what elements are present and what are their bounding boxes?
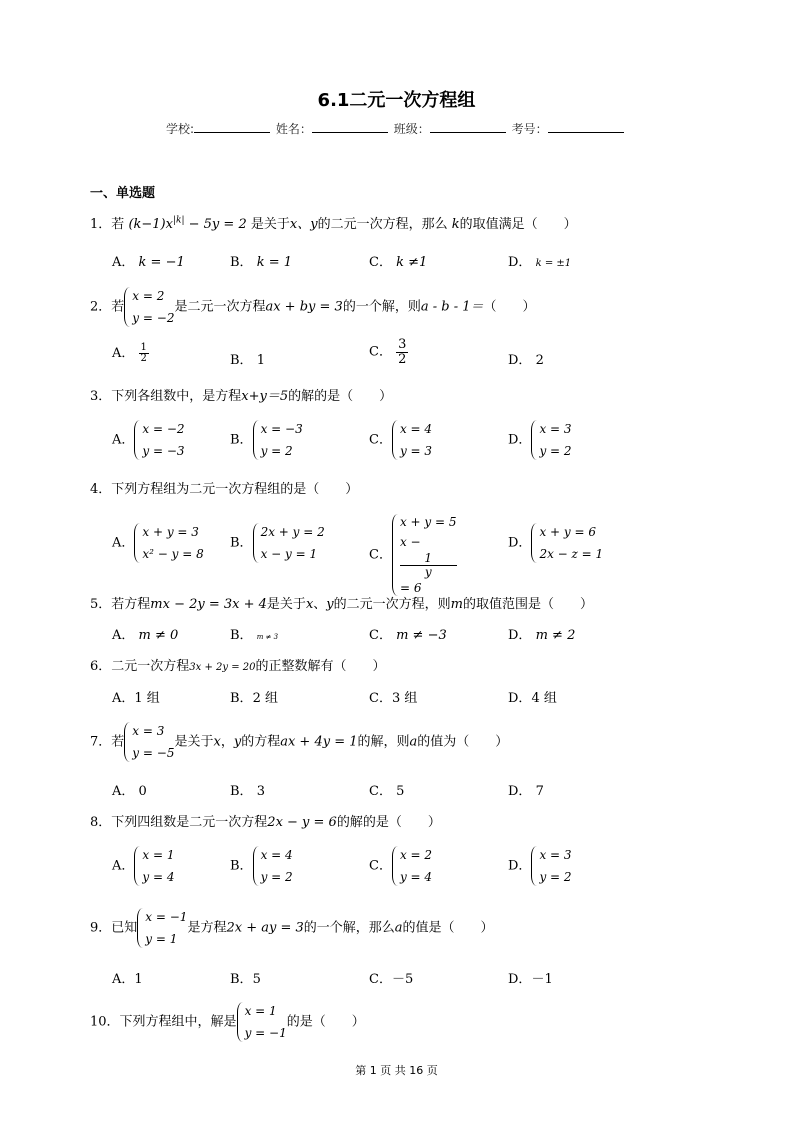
q3-option-d[interactable] bbox=[508, 418, 572, 462]
question-5 bbox=[90, 593, 593, 612]
q-text: 是关于 bbox=[250, 217, 290, 232]
equation-system bbox=[392, 512, 457, 598]
option-value: 0 bbox=[138, 784, 147, 799]
school-label: 学校: bbox=[166, 122, 195, 136]
equation-system bbox=[124, 285, 174, 329]
option-label: D． bbox=[508, 691, 532, 706]
q-text: 是关于 bbox=[174, 734, 214, 750]
sys-line: x = 2 bbox=[399, 848, 433, 862]
q7-option-b[interactable] bbox=[230, 780, 265, 799]
q6-option-d[interactable] bbox=[508, 687, 557, 706]
q3-option-b[interactable] bbox=[230, 418, 303, 462]
numerator: 1 bbox=[140, 341, 147, 353]
sys-line: x = 3 bbox=[539, 422, 572, 436]
option-value: 3 bbox=[256, 784, 265, 799]
option-value: 2 bbox=[535, 353, 544, 368]
option-label: C． bbox=[369, 691, 392, 706]
q9-option-d[interactable] bbox=[508, 968, 553, 987]
option-label: D． bbox=[508, 255, 532, 270]
name-blank[interactable] bbox=[312, 120, 388, 133]
option-value: 2 组 bbox=[252, 691, 278, 706]
equation-system bbox=[134, 521, 203, 565]
q2-option-a[interactable] bbox=[112, 342, 149, 365]
q-var: y bbox=[326, 597, 334, 612]
sys-line: x = −1 bbox=[145, 910, 188, 924]
q-eq: ax + 4y = 1 bbox=[280, 734, 358, 750]
q-eq: x+y＝5 bbox=[241, 389, 289, 404]
option-label: C． bbox=[369, 784, 392, 799]
equation-system bbox=[124, 720, 174, 764]
class-blank[interactable] bbox=[430, 120, 506, 133]
option-label: D． bbox=[508, 858, 532, 874]
sys-line: y = 1 bbox=[145, 932, 178, 946]
equation-system bbox=[392, 418, 432, 462]
sys-line: x = 4 bbox=[399, 422, 433, 436]
option-label: A． bbox=[112, 972, 135, 987]
q-number: 7． bbox=[90, 734, 112, 750]
sys-line: y = −1 bbox=[244, 1026, 287, 1040]
sys-line: x = 2 bbox=[132, 289, 165, 303]
q-text: 若 bbox=[111, 217, 125, 232]
q5-option-a[interactable] bbox=[112, 624, 178, 643]
option-value: －1 bbox=[531, 972, 553, 987]
option-label: D． bbox=[508, 353, 532, 368]
option-value: m ≠ 2 bbox=[535, 628, 576, 643]
q-text: 的解的是（ ） bbox=[288, 389, 393, 404]
q-number: 8． bbox=[90, 815, 112, 830]
q-text: 下列四组数是二元一次方程 bbox=[111, 815, 268, 830]
sys-line: x + y = 5 bbox=[399, 515, 457, 529]
q4-option-c[interactable] bbox=[369, 512, 457, 598]
numerator: 1 bbox=[400, 552, 457, 566]
q8-option-b[interactable] bbox=[230, 844, 293, 888]
question-2 bbox=[90, 285, 536, 329]
sys-line: y = −3 bbox=[142, 444, 185, 458]
page-footer: 第 1 页 共 16 页 bbox=[355, 1064, 438, 1077]
number-blank[interactable] bbox=[548, 120, 624, 133]
q-text: 的一个解，则 bbox=[342, 299, 421, 315]
option-value: m ≠ 0 bbox=[138, 628, 179, 643]
sys-line: x + y = 3 bbox=[142, 525, 199, 539]
q-text: 下列方程组中，解是 bbox=[119, 1014, 237, 1030]
q-var: y bbox=[233, 734, 242, 750]
q4-option-a[interactable] bbox=[112, 521, 204, 565]
option-label: C． bbox=[369, 858, 392, 874]
option-value: k = 1 bbox=[256, 255, 293, 270]
option-label: C． bbox=[369, 547, 392, 563]
option-label: B． bbox=[230, 535, 253, 551]
q9-option-c[interactable] bbox=[369, 968, 413, 987]
option-value: 1 bbox=[134, 972, 143, 987]
q6-option-a[interactable] bbox=[112, 687, 160, 706]
q-number: 6． bbox=[90, 659, 112, 674]
fraction bbox=[396, 338, 408, 366]
option-label: C． bbox=[369, 344, 392, 360]
option-label: B． bbox=[230, 255, 253, 270]
option-label: A． bbox=[112, 432, 135, 448]
q6-option-b[interactable] bbox=[230, 687, 278, 706]
option-label: C． bbox=[369, 432, 392, 448]
q5-option-c[interactable] bbox=[369, 624, 447, 643]
option-label: A． bbox=[112, 255, 135, 270]
q-number: 9． bbox=[90, 920, 112, 936]
numerator: 3 bbox=[398, 337, 407, 352]
student-info-line bbox=[166, 120, 626, 137]
option-value: 4 组 bbox=[531, 691, 557, 706]
q2-option-c[interactable] bbox=[369, 338, 408, 366]
sys-line: y = −2 bbox=[132, 311, 175, 325]
expr-part: x − bbox=[399, 535, 421, 549]
q-var: m bbox=[450, 597, 463, 612]
q-text: 的一个解，那么 bbox=[303, 920, 395, 936]
q-text: 的取值范围是（ ） bbox=[463, 597, 594, 612]
question-9 bbox=[90, 906, 494, 950]
q2-option-d[interactable] bbox=[508, 349, 544, 368]
class-label: 班级： bbox=[393, 122, 430, 136]
sys-line: y = 4 bbox=[399, 870, 433, 884]
sys-line: x = −3 bbox=[260, 422, 303, 436]
option-value: 7 bbox=[535, 784, 544, 799]
sys-line: y = −5 bbox=[132, 746, 175, 760]
q-text: 的解的是（ ） bbox=[336, 815, 441, 830]
option-value: k = −1 bbox=[138, 255, 185, 270]
sys-line: 2x − z = 1 bbox=[539, 547, 604, 561]
q-text: 若方程 bbox=[111, 597, 151, 612]
question-10 bbox=[90, 1000, 365, 1044]
q9-option-a[interactable] bbox=[112, 968, 143, 987]
q7-option-c[interactable] bbox=[369, 780, 404, 799]
option-label: D． bbox=[508, 784, 532, 799]
q6-option-c[interactable] bbox=[369, 687, 417, 706]
q-text: 的解，则 bbox=[357, 734, 410, 750]
option-label: D． bbox=[508, 628, 532, 643]
option-value: 1 组 bbox=[134, 691, 160, 706]
sys-line: x = −2 bbox=[142, 422, 185, 436]
question-3 bbox=[90, 385, 392, 404]
q-eq: 2x + ay = 3 bbox=[226, 920, 304, 936]
option-value: m ≠ 3 bbox=[256, 633, 279, 641]
option-value: －5 bbox=[391, 972, 414, 987]
q-text: ， bbox=[220, 734, 234, 750]
equation-system bbox=[253, 418, 303, 462]
school-blank[interactable] bbox=[194, 120, 270, 133]
q7-option-d[interactable] bbox=[508, 780, 544, 799]
q-number: 3． bbox=[90, 389, 112, 404]
option-label: B． bbox=[230, 691, 253, 706]
option-label: C． bbox=[369, 972, 392, 987]
fraction bbox=[139, 343, 149, 365]
q-eq: ax + by = 3 bbox=[265, 299, 343, 315]
option-label: A． bbox=[112, 535, 135, 551]
option-value: 5 bbox=[396, 784, 405, 799]
q-eq: 3x + 2y = 20 bbox=[189, 662, 256, 673]
q-text: 若 bbox=[111, 299, 125, 315]
option-label: B． bbox=[230, 432, 253, 448]
option-label: C． bbox=[369, 255, 392, 270]
equation-system bbox=[253, 844, 293, 888]
question-8 bbox=[90, 811, 441, 830]
equation-system bbox=[134, 844, 174, 888]
sys-line: x = 4 bbox=[260, 848, 293, 862]
q-number: 4． bbox=[90, 482, 112, 497]
question-6 bbox=[90, 655, 386, 674]
sys-line: x² − y = 8 bbox=[142, 547, 204, 561]
option-label: B． bbox=[230, 784, 253, 799]
sys-line: y = 2 bbox=[539, 870, 572, 884]
q8-option-a[interactable] bbox=[112, 844, 175, 888]
sys-line: 2x + y = 2 bbox=[260, 525, 325, 539]
q-text: 二元一次方程 bbox=[111, 659, 190, 674]
q4-option-d[interactable] bbox=[508, 521, 603, 565]
q-text: 是方程 bbox=[187, 920, 227, 936]
sys-line: x − y = 1 bbox=[260, 547, 318, 561]
page-title: 6.1二元一次方程组 bbox=[317, 90, 476, 111]
option-label: A． bbox=[112, 858, 135, 874]
q-number: 10． bbox=[90, 1014, 120, 1030]
option-label: A． bbox=[112, 346, 135, 361]
q5-option-b[interactable] bbox=[230, 624, 278, 643]
q-text: 若 bbox=[111, 734, 125, 750]
q2-option-b[interactable] bbox=[230, 349, 265, 368]
q7-option-a[interactable] bbox=[112, 780, 147, 799]
option-label: D． bbox=[508, 432, 532, 448]
q-number: 1． bbox=[90, 217, 112, 232]
q-text: 的二元一次方程，则 bbox=[333, 597, 451, 612]
option-label: A． bbox=[112, 628, 135, 643]
option-value: 3 组 bbox=[391, 691, 418, 706]
option-value: k = ±1 bbox=[535, 258, 572, 269]
question-4 bbox=[90, 478, 358, 497]
q8-option-c[interactable] bbox=[369, 844, 432, 888]
expr-part: = 6 bbox=[399, 581, 422, 596]
q-text: （ ） bbox=[483, 299, 536, 315]
equation-system bbox=[531, 844, 571, 888]
q-text: 的正整数解有（ ） bbox=[255, 659, 386, 674]
q-text: 的二元一次方程，那么 bbox=[317, 217, 448, 232]
denominator: 2 bbox=[398, 351, 407, 367]
sys-line: y = 4 bbox=[142, 870, 175, 884]
q-text: 的方程 bbox=[241, 734, 281, 750]
q-expr: − 5y = 2 bbox=[188, 217, 247, 232]
sys-line bbox=[400, 532, 457, 598]
denominator: 2 bbox=[140, 353, 147, 364]
option-label: D． bbox=[508, 535, 532, 551]
q-text: 、 bbox=[313, 597, 327, 612]
q-text: 的取值满足（ ） bbox=[459, 217, 577, 232]
option-label: B． bbox=[230, 972, 253, 987]
sys-line: y = 2 bbox=[260, 870, 293, 884]
q-exponent: |k| bbox=[172, 215, 185, 226]
q-text: 是关于 bbox=[266, 597, 306, 612]
equation-system bbox=[531, 521, 603, 565]
equation-system bbox=[134, 418, 184, 462]
option-label: B． bbox=[230, 353, 253, 368]
q-text: 已知 bbox=[111, 920, 138, 936]
equation-system bbox=[137, 906, 187, 950]
q-expr: a - b - 1＝ bbox=[420, 299, 484, 315]
q1-option-a[interactable] bbox=[112, 251, 185, 270]
sys-line: x = 3 bbox=[132, 724, 165, 738]
q1-option-d[interactable] bbox=[508, 251, 571, 270]
q-expr: (k−1)x bbox=[128, 217, 173, 232]
q1-option-b[interactable] bbox=[230, 251, 292, 270]
equation-system bbox=[253, 521, 325, 565]
number-label: 考号： bbox=[511, 122, 548, 136]
q4-option-b[interactable] bbox=[230, 521, 325, 565]
q3-option-a[interactable] bbox=[112, 418, 185, 462]
q9-option-b[interactable] bbox=[230, 968, 261, 987]
fraction bbox=[400, 552, 457, 578]
q5-option-d[interactable] bbox=[508, 624, 575, 643]
sys-line: x = 1 bbox=[244, 1004, 277, 1018]
q-var: x、y bbox=[289, 217, 318, 232]
q-text: 下列各组数中，是方程 bbox=[111, 389, 242, 404]
sys-line: x = 1 bbox=[142, 848, 175, 862]
q-var: x bbox=[305, 597, 314, 612]
sys-line: y = 2 bbox=[539, 444, 572, 458]
q-text: 的是（ ） bbox=[286, 1014, 365, 1030]
q-text: 的值为（ ） bbox=[417, 734, 509, 750]
q-eq: mx − 2y = 3x + 4 bbox=[150, 597, 267, 612]
q-text: 的值是（ ） bbox=[402, 920, 494, 936]
q8-option-d[interactable] bbox=[508, 844, 572, 888]
q-number: 2． bbox=[90, 299, 112, 315]
q-var: x bbox=[213, 734, 221, 750]
q3-option-c[interactable] bbox=[369, 418, 432, 462]
option-label: B． bbox=[230, 858, 253, 874]
option-value: m ≠ −3 bbox=[396, 628, 447, 643]
equation-system bbox=[237, 1000, 287, 1044]
option-label: A． bbox=[112, 784, 135, 799]
q-var: a bbox=[394, 920, 403, 936]
sys-line: x = 3 bbox=[539, 848, 572, 862]
q-var: a bbox=[409, 734, 418, 750]
equation-system bbox=[392, 844, 432, 888]
name-label: 姓名： bbox=[275, 122, 312, 136]
q1-option-c[interactable] bbox=[369, 251, 427, 270]
q-var: k bbox=[451, 217, 460, 232]
sys-line: y = 3 bbox=[399, 444, 433, 458]
option-label: D． bbox=[508, 972, 532, 987]
section-heading: 一、单选题 bbox=[90, 186, 156, 201]
option-value: 1 bbox=[256, 353, 265, 368]
q-eq: 2x − y = 6 bbox=[267, 815, 337, 830]
denominator: y bbox=[424, 564, 432, 579]
option-value: 5 bbox=[252, 972, 261, 987]
question-7 bbox=[90, 720, 508, 764]
q-number: 5． bbox=[90, 597, 112, 612]
equation-system bbox=[531, 418, 571, 462]
sys-line: y = 2 bbox=[260, 444, 293, 458]
question-1 bbox=[90, 213, 577, 232]
q-text: 是二元一次方程 bbox=[174, 299, 266, 315]
option-value: k ≠1 bbox=[396, 255, 428, 270]
option-label: A． bbox=[112, 691, 135, 706]
option-label: C． bbox=[369, 628, 392, 643]
option-label: B． bbox=[230, 628, 253, 643]
q-text: 下列方程组为二元一次方程组的是（ ） bbox=[111, 482, 359, 497]
sys-line: x + y = 6 bbox=[539, 525, 596, 539]
